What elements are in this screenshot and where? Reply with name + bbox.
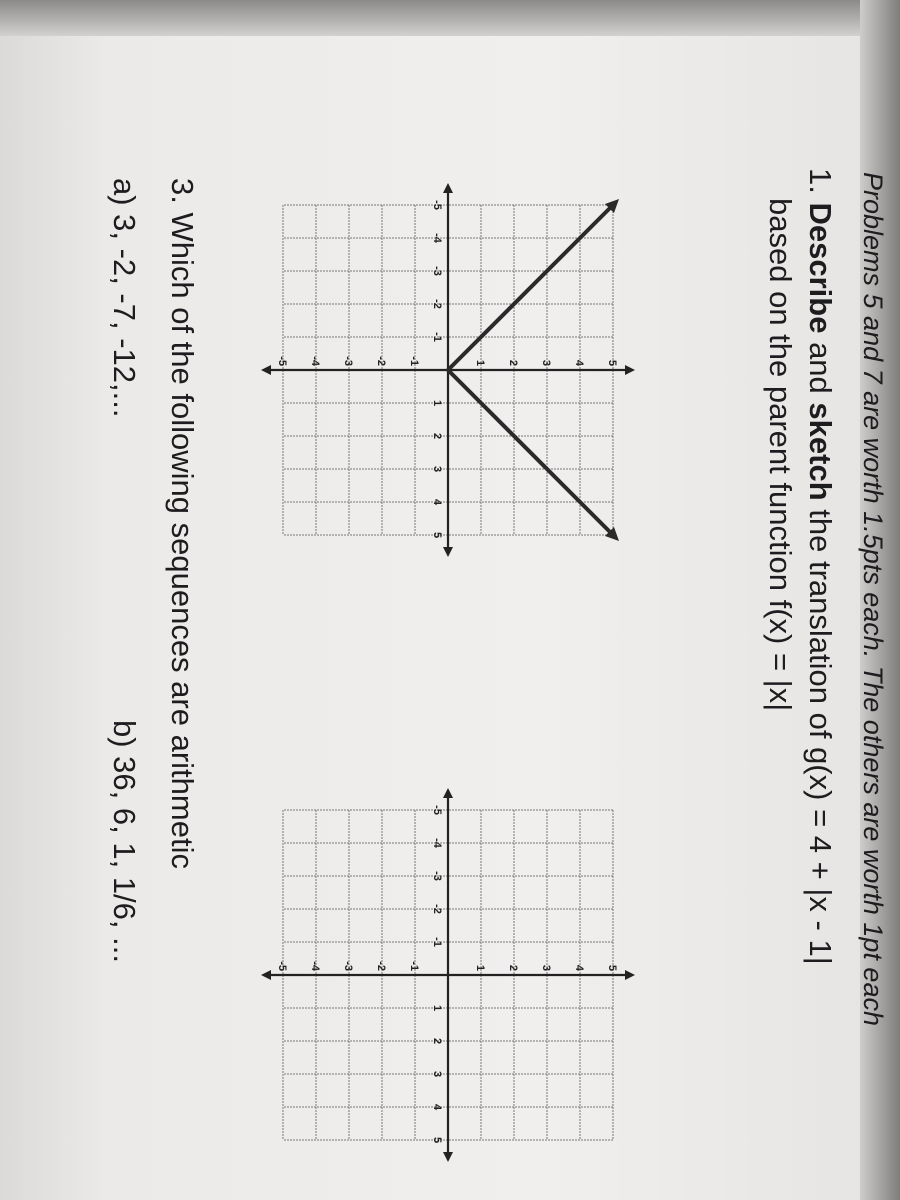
- x-tick-label: -1: [431, 332, 443, 342]
- x-tick-label: -4: [431, 233, 443, 243]
- problem-3-option-b: b) 36, 6, 1, 1/6, ...: [107, 720, 142, 963]
- y-tick-label: -4: [309, 961, 321, 971]
- y-tick-label: 2: [507, 359, 519, 366]
- x-tick-label: -5: [431, 805, 443, 815]
- y-tick-label: 5: [606, 359, 618, 366]
- axis-arrowhead: [443, 547, 453, 557]
- coordinate-grid-parent-function: [228, 190, 668, 550]
- y-tick-label: -5: [276, 961, 288, 971]
- axis-arrowhead: [443, 183, 453, 193]
- y-tick-label: 3: [540, 964, 552, 971]
- axis-arrowhead: [261, 365, 271, 375]
- problem-1-bold-describe: Describe: [803, 202, 838, 334]
- x-tick-label: 2: [431, 432, 443, 440]
- x-tick-label: -5: [431, 200, 443, 210]
- problem-1-line-2: based on the parent function f(x) = |x|: [763, 198, 798, 712]
- axis-arrowhead: [625, 365, 635, 375]
- scoring-note: Problems 5 and 7 are worth 1.5pts each. The others are worth 1pt each: [858, 172, 888, 1026]
- x-tick-label: 1: [431, 1004, 443, 1012]
- problem-1-line-1: [802, 168, 838, 965]
- x-tick-label: -3: [431, 871, 443, 881]
- axis-arrowhead: [443, 788, 453, 798]
- x-tick-label: 5: [431, 1136, 443, 1144]
- coordinate-grid-blank: [228, 795, 668, 1155]
- x-tick-label: -4: [431, 838, 443, 848]
- y-tick-label: -1: [408, 961, 420, 971]
- x-tick-label: 3: [431, 465, 443, 473]
- y-tick-label: 5: [606, 964, 618, 971]
- y-tick-label: -3: [342, 961, 354, 971]
- x-tick-label: -3: [431, 266, 443, 276]
- y-tick-label: -5: [276, 356, 288, 366]
- axis-arrowhead: [261, 970, 271, 980]
- problem-1-bold-sketch: sketch: [803, 402, 838, 501]
- y-tick-label: -2: [375, 961, 387, 971]
- y-tick-label: -4: [309, 356, 321, 366]
- y-tick-label: -3: [342, 356, 354, 366]
- y-tick-label: 2: [507, 964, 519, 971]
- problem-1-number: 1.: [803, 168, 838, 194]
- axis-arrowhead: [625, 970, 635, 980]
- x-tick-label: 1: [431, 399, 443, 407]
- x-tick-label: 4: [431, 498, 443, 506]
- x-tick-label: 5: [431, 531, 443, 539]
- problem-3-question: 3. Which of the following sequences are arithmetic: [165, 178, 200, 869]
- y-tick-label: 4: [573, 964, 585, 971]
- y-tick-label: 4: [573, 359, 585, 366]
- problem-3-option-a: a) 3, -2, -7, -12,...: [107, 178, 142, 418]
- x-tick-label: 2: [431, 1037, 443, 1045]
- x-tick-label: 3: [431, 1070, 443, 1078]
- y-tick-label: 1: [474, 964, 486, 971]
- axis-arrowhead: [443, 1152, 453, 1162]
- problem-1-text-translation: the translation of g(x) = 4 + |x - 1|: [803, 500, 838, 965]
- x-tick-label: -2: [431, 904, 443, 914]
- x-tick-label: 4: [431, 1103, 443, 1111]
- y-tick-label: 1: [474, 359, 486, 366]
- x-tick-label: -1: [431, 937, 443, 947]
- x-tick-label: -2: [431, 299, 443, 309]
- y-tick-label: -2: [375, 356, 387, 366]
- y-tick-label: -1: [408, 356, 420, 366]
- problem-1-text-and: and: [803, 333, 838, 403]
- y-tick-label: 3: [540, 359, 552, 366]
